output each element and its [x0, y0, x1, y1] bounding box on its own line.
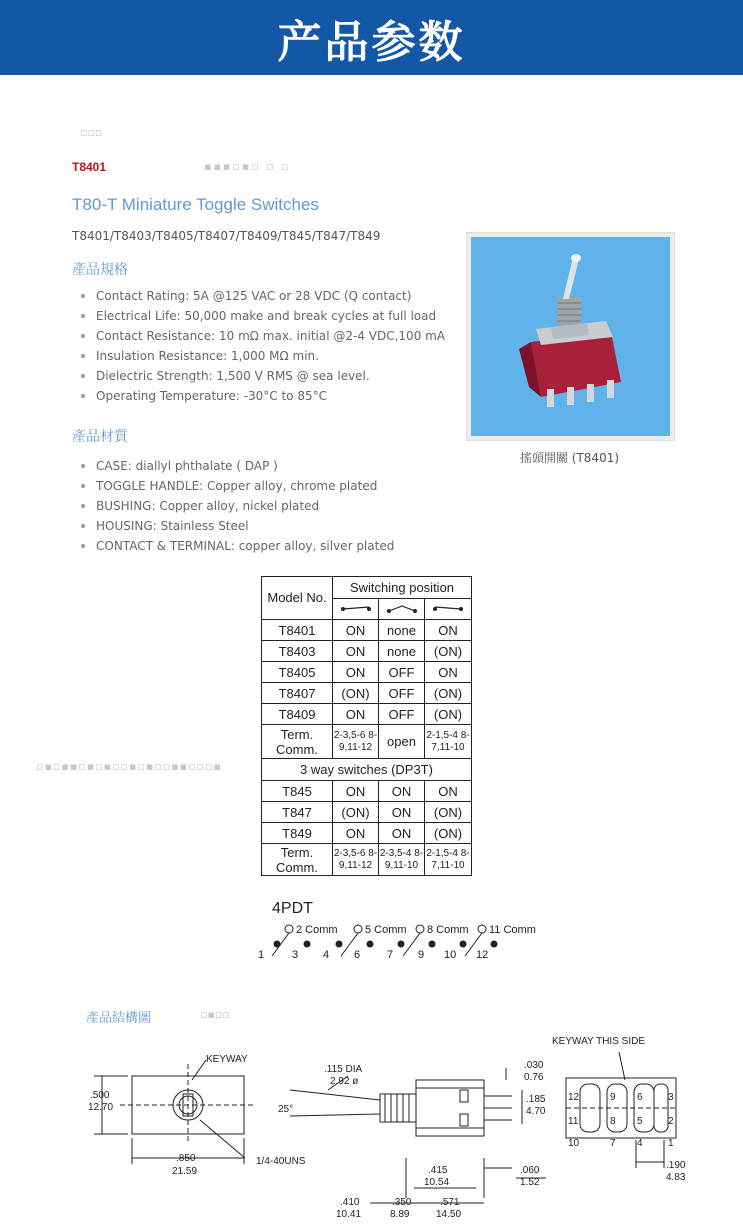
keyway-side-label: KEYWAY THIS SIDE — [552, 1036, 645, 1047]
dim-label: .410 — [340, 1197, 360, 1208]
table-cell: ON — [333, 704, 379, 725]
thread-label: 1/4-40UNS — [256, 1156, 306, 1167]
term-label: Term. Comm. — [262, 725, 333, 759]
dp3t-header: 3 way switches (DP3T) — [262, 759, 472, 781]
table-row — [262, 725, 472, 759]
position-center-icon — [379, 599, 425, 620]
model-cell: T8403 — [262, 641, 333, 662]
table-cell: (ON) — [425, 802, 472, 823]
pin-number: 2 — [668, 1116, 674, 1127]
dim-label: 1.52 — [520, 1177, 540, 1188]
comm-label: 5 Comm — [365, 924, 407, 936]
position-right-icon — [425, 599, 472, 620]
table-cell: ON — [379, 802, 425, 823]
model-cell: T8409 — [262, 704, 333, 725]
table-cell: open — [379, 725, 425, 759]
header-banner — [0, 0, 743, 75]
model-cell: T8407 — [262, 683, 333, 704]
pin-number: 1 — [668, 1138, 674, 1149]
table-cell: (ON) — [425, 823, 472, 844]
dim-label: .415 — [428, 1165, 448, 1176]
list-item: Dielectric Strength: 1,500 V RMS @ sea level. — [72, 366, 445, 386]
pin-number: 7 — [610, 1138, 616, 1149]
wiring-label: 4PDT — [272, 900, 313, 917]
table-cell: ON — [379, 823, 425, 844]
dim-label: .350 — [392, 1197, 412, 1208]
model-cell: T8401 — [262, 620, 333, 641]
list-item: BUSHING: Copper alloy, nickel plated — [72, 496, 394, 516]
model-cell: T847 — [262, 802, 333, 823]
list-item: Operating Temperature: -30°C to 85°C — [72, 386, 445, 406]
pin-number: 10 — [568, 1138, 580, 1149]
list-item: CASE: diallyl phthalate ( DAP ) — [72, 456, 394, 476]
dim-label: 14.50 — [436, 1209, 462, 1220]
table-cell: 2-3,5-6 8-9,11-12 — [333, 725, 379, 759]
table-cell: none — [379, 641, 425, 662]
list-item: Electrical Life: 50,000 make and break cycles at full load — [72, 306, 445, 326]
table-cell: ON — [333, 781, 379, 802]
banner-title: 产品参数 — [277, 17, 466, 68]
table-row — [262, 781, 472, 802]
pin-number: 4 — [637, 1138, 643, 1149]
terminal-number: 12 — [476, 949, 489, 961]
table-cell: (ON) — [333, 683, 379, 704]
materials-list — [72, 456, 394, 556]
wiring-diagram — [250, 918, 540, 966]
dim-label: .185 — [526, 1094, 546, 1105]
comm-label: 8 Comm — [427, 924, 469, 936]
model-cell: T849 — [262, 823, 333, 844]
list-item: Contact Rating: 5A @125 VAC or 28 VDC (Q contact) — [72, 286, 445, 306]
table-cell: 2-1,5-4 8-7,11-10 — [425, 844, 472, 876]
dim-label: 10.54 — [424, 1177, 450, 1188]
dim-label: .060 — [520, 1165, 540, 1176]
dim-label: .190 — [666, 1160, 686, 1171]
table-cell: none — [379, 620, 425, 641]
table-row — [262, 823, 472, 844]
table-cell: ON — [333, 620, 379, 641]
angle-label: 25° — [278, 1104, 294, 1115]
terminal-number: 6 — [354, 949, 361, 961]
dim-label: 2.92 ø — [330, 1076, 359, 1087]
dim-label: .850 — [176, 1153, 196, 1164]
terminal-number: 1 — [258, 949, 265, 961]
pin-number: 6 — [637, 1092, 643, 1103]
table-cell: (ON) — [425, 683, 472, 704]
faint-mark: ▫▫▫ — [80, 126, 103, 139]
table-cell: ON — [425, 781, 472, 802]
table-row — [262, 802, 472, 823]
table-cell: 2-1,5-4 8-7,11-10 — [425, 725, 472, 759]
faint-mark: ▫▪▫▪▪▫▪▫▪▫▫▪▫▪▫▫▪▪▫▫▫▪ — [36, 760, 223, 773]
table-row — [262, 641, 472, 662]
dim-label: .115 DIA — [324, 1064, 363, 1075]
model-cell: T8405 — [262, 662, 333, 683]
product-photo — [471, 237, 670, 436]
pin-number: 12 — [568, 1092, 580, 1103]
dim-label: 8.89 — [390, 1209, 410, 1220]
terminal-number: 3 — [292, 949, 299, 961]
dim-label: 0.76 — [524, 1072, 544, 1083]
pin-number: 5 — [637, 1116, 643, 1127]
table-row — [262, 683, 472, 704]
table-cell: ON — [425, 662, 472, 683]
structure-heading: 產品結構圖 — [86, 1011, 152, 1026]
comm-label: 11 Comm — [489, 924, 536, 936]
faint-mark: ▫▪▫▫ — [200, 1008, 230, 1021]
pin-number: 9 — [610, 1092, 616, 1103]
specs-heading: 產品規格 — [72, 262, 128, 278]
table-row — [262, 844, 472, 876]
model-header: Model No. — [262, 577, 333, 620]
dim-label: 12.70 — [88, 1102, 114, 1113]
dim-label: 4.70 — [526, 1106, 546, 1117]
table-cell: ON — [333, 641, 379, 662]
pin-number: 11 — [568, 1116, 579, 1127]
model-cell: T845 — [262, 781, 333, 802]
list-item: HOUSING: Stainless Steel — [72, 516, 394, 536]
switching-table — [261, 576, 472, 876]
table-cell: 2-3,5-6 8-9,11-12 — [333, 844, 379, 876]
list-item: TOGGLE HANDLE: Copper alloy, chrome plated — [72, 476, 394, 496]
model-list: T8401/T8403/T8405/T8407/T8409/T845/T847/T849 — [72, 229, 381, 243]
table-cell: (ON) — [333, 802, 379, 823]
structure-drawing — [80, 1028, 700, 1223]
list-item: Contact Resistance: 10 mΩ max. initial @2-4 VDC,100 mA — [72, 326, 445, 346]
photo-caption: 搖頭開關 (T8401) — [519, 451, 620, 465]
table-cell: ON — [379, 781, 425, 802]
table-cell: ON — [333, 662, 379, 683]
terminal-number: 7 — [387, 949, 394, 961]
dim-label: .030 — [524, 1060, 544, 1071]
table-cell: OFF — [379, 704, 425, 725]
table-row — [262, 662, 472, 683]
table-cell: (ON) — [425, 704, 472, 725]
terminal-number: 9 — [418, 949, 425, 961]
table-cell: OFF — [379, 662, 425, 683]
product-title: T80-T Miniature Toggle Switches — [72, 195, 319, 214]
terminal-number: 4 — [323, 949, 330, 961]
dim-label: 4.83 — [666, 1172, 686, 1183]
list-item: CONTACT & TERMINAL: copper alloy, silver plated — [72, 536, 394, 556]
specs-list — [72, 286, 445, 406]
dim-label: 21.59 — [172, 1166, 198, 1177]
table-cell: (ON) — [425, 641, 472, 662]
list-item: Insulation Resistance: 1,000 MΩ min. — [72, 346, 445, 366]
comm-label: 2 Comm — [296, 924, 338, 936]
table-row — [262, 620, 472, 641]
dim-label: .500 — [90, 1090, 110, 1101]
dim-label: .571 — [440, 1197, 460, 1208]
table-cell: ON — [333, 823, 379, 844]
switching-header: Switching position — [333, 577, 472, 599]
pin-number: 3 — [668, 1092, 674, 1103]
table-cell: ON — [425, 620, 472, 641]
table-row — [262, 704, 472, 725]
terminal-number: 10 — [444, 949, 457, 961]
toggle-switch-illustration — [471, 237, 670, 436]
position-left-icon — [333, 599, 379, 620]
materials-heading: 產品材質 — [72, 429, 128, 445]
product-photo-frame — [466, 232, 675, 441]
faint-mark: ▪▪▪▫▪▫ ▫ ▫ — [204, 160, 291, 173]
table-cell: 2-3,5-4 8-9,11-10 — [379, 844, 425, 876]
term-label: Term. Comm. — [262, 844, 333, 876]
table-cell: OFF — [379, 683, 425, 704]
dim-label: 10.41 — [336, 1209, 362, 1220]
model-code: T8401 — [72, 160, 107, 174]
keyway-label: KEYWAY — [206, 1054, 248, 1065]
pin-number: 8 — [610, 1116, 616, 1127]
